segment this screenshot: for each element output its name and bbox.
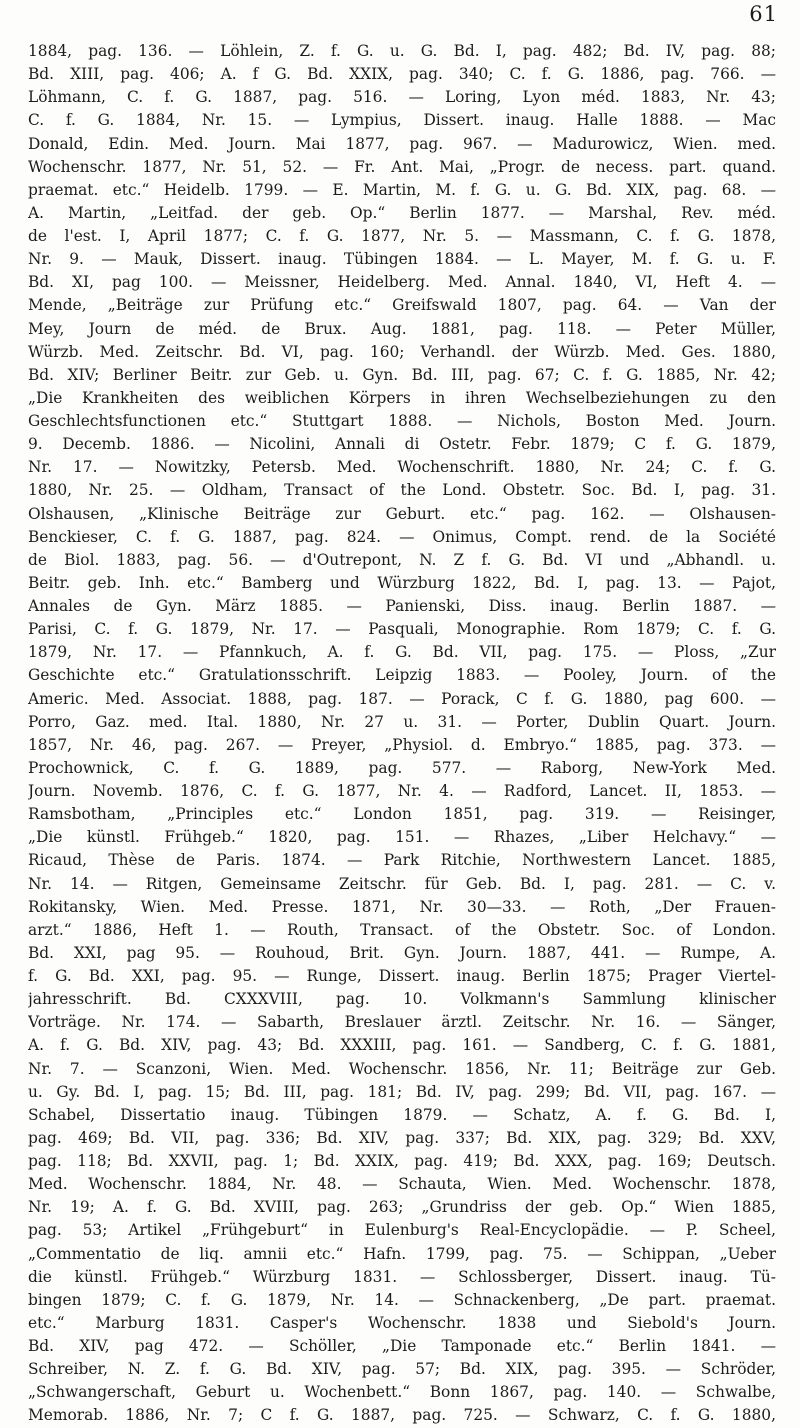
text-line: pag. 118; Bd. XXVII, pag. 1; Bd. XXIX, pag. 419; Bd. XXX, pag. 169; Deutsch. xyxy=(28,1152,776,1170)
text-line: Med. Wochenschr. 1884, Nr. 48. — Schauta, Wien. Med. Wochenschr. 1878, xyxy=(28,1175,776,1194)
text-line: Bd. XI, pag 100. — Meissner, Heidelberg. Med. Annal. 1840, VI, Heft 4. — xyxy=(28,273,776,292)
text-line: „Schwangerschaft, Geburt u. Wochenbett.“ Bonn 1867, pag. 140. — Schwalbe, xyxy=(28,1383,776,1402)
text-line: Mende, „Beiträge zur Prüfung etc.“ Greifswald 1807, pag. 64. — Van der xyxy=(28,296,776,315)
text-line: Americ. Med. Associat. 1888, pag. 187. — Porack, C f. G. 1880, pag 600. — xyxy=(28,689,776,708)
text-line: 1880, Nr. 25. — Oldham, Transact of the Lond. Obstetr. Soc. Bd. I, pag. 31. xyxy=(28,481,776,500)
bibliography-text xyxy=(28,40,776,1428)
text-line: 1857, Nr. 46, pag. 267. — Preyer, „Physiol. d. Embryo.“ 1885, pag. 373. — xyxy=(28,735,776,754)
text-line: Porro, Gaz. med. Ital. 1880, Nr. 27 u. 31. — Porter, Dublin Quart. Journ. xyxy=(28,712,776,731)
text-line: „Die Krankheiten des weiblichen Körpers in ihren Wechselbeziehungen zu den xyxy=(28,388,776,407)
text-line: C. f. G. 1884, Nr. 15. — Lympius, Dissert. inaug. Halle 1888. — Mac xyxy=(28,111,776,130)
text-line: Schabel, Dissertatio inaug. Tübingen 1879. — Schatz, A. f. G. Bd. I, xyxy=(28,1105,776,1124)
text-line: u. Gy. Bd. I, pag. 15; Bd. III, pag. 181; Bd. IV, pag. 299; Bd. VII, pag. 167. — xyxy=(28,1082,776,1101)
text-line: de l'est. I, April 1877; C. f. G. 1877, Nr. 5. — Massmann, C. f. G. 1878, xyxy=(28,227,776,245)
text-line: Nr. 17. — Nowitzky, Petersb. Med. Wochenschrift. 1880, Nr. 24; C. f. G. xyxy=(28,458,776,477)
text-line: „Die künstl. Frühgeb.“ 1820, pag. 151. — Rhazes, „Liber Helchavy.“ — xyxy=(28,828,776,847)
text-line: Ricaud, Thèse de Paris. 1874. — Park Ritchie, Northwestern Lancet. 1885, xyxy=(28,851,776,870)
text-line: praemat. etc.“ Heidelb. 1799. — E. Martin, M. f. G. u. G. Bd. XIX, pag. 68. — xyxy=(28,180,776,199)
text-line: Beitr. geb. Inh. etc.“ Bamberg und Würzburg 1822, Bd. I, pag. 13. — Pajot, xyxy=(28,573,776,592)
text-line: Olshausen, „Klinische Beiträge zur Geburt. etc.“ pag. 162. — Olshausen- xyxy=(28,504,776,523)
text-line: Bd. XIV, pag 472. — Schöller, „Die Tamponade etc.“ Berlin 1841. — xyxy=(28,1337,776,1355)
text-line: Mey, Journ de méd. de Brux. Aug. 1881, pag. 118. — Peter Müller, xyxy=(28,319,776,338)
text-line: Benckieser, C. f. G. 1887, pag. 824. — Onimus, Compt. rend. de la Société xyxy=(28,527,776,546)
text-line: Würzb. Med. Zeitschr. Bd. VI, pag. 160; Verhandl. der Würzb. Med. Ges. 1880, xyxy=(28,342,776,361)
text-line: pag. 53; Artikel „Frühgeburt“ in Eulenburg's Real-Encyclopädie. — P. Scheel, xyxy=(28,1221,776,1240)
text-line: Nr. 9. — Mauk, Dissert. inaug. Tübingen 1884. — L. Mayer, M. f. G. u. F. xyxy=(28,250,776,269)
text-line: Annales de Gyn. März 1885. — Panienski, Diss. inaug. Berlin 1887. — xyxy=(28,597,776,615)
text-line: „Commentatio de liq. amnii etc.“ Hafn. 1799, pag. 75. — Schippan, „Ueber xyxy=(28,1244,776,1263)
text-line: Nr. 7. — Scanzoni, Wien. Med. Wochenschr. 1856, Nr. 11; Beiträge zur Geb. xyxy=(28,1059,776,1078)
text-line: arzt.“ 1886, Heft 1. — Routh, Transact. of the Obstetr. Soc. of London. xyxy=(28,920,776,939)
text-line: Bd. XIII, pag. 406; A. f G. Bd. XXIX, pag. 340; C. f. G. 1886, pag. 766. — xyxy=(28,65,776,84)
text-line: de Biol. 1883, pag. 56. — d'Outrepont, N. Z f. G. Bd. VI und „Abhandl. u. xyxy=(28,550,776,569)
text-line: Donald, Edin. Med. Journ. Mai 1877, pag. 967. — Madurowicz, Wien. med. xyxy=(28,134,776,153)
text-line: Bd. XIV; Berliner Beitr. zur Geb. u. Gyn. Bd. III, pag. 67; C. f. G. 1885, Nr. 42; xyxy=(28,365,776,384)
text-line: Geschichte etc.“ Gratulationsschrift. Leipzig 1883. — Pooley, Journ. of the xyxy=(28,666,776,685)
text-line: Löhmann, C. f. G. 1887, pag. 516. — Loring, Lyon méd. 1883, Nr. 43; xyxy=(28,88,776,107)
text-line: Prochownick, C. f. G. 1889, pag. 577. — Raborg, New-York Med. xyxy=(28,758,776,777)
text-line: A. Martin, „Leitfad. der geb. Op.“ Berlin 1877. — Marshal, Rev. méd. xyxy=(28,203,776,222)
text-line: 1879, Nr. 17. — Pfannkuch, A. f. G. Bd. VII, pag. 175. — Ploss, „Zur xyxy=(28,643,776,662)
text-line: Parisi, C. f. G. 1879, Nr. 17. — Pasquali, Monographie. Rom 1879; C. f. G. xyxy=(28,620,776,639)
text-line: Nr. 19; A. f. G. Bd. XVIII, pag. 263; „Grundriss der geb. Op.“ Wien 1885, xyxy=(28,1198,776,1217)
text-line: Vorträge. Nr. 174. — Sabarth, Breslauer ärztl. Zeitschr. Nr. 16. — Sänger, xyxy=(28,1013,776,1032)
text-line: Memorab. 1886, Nr. 7; C f. G. 1887, pag. 725. — Schwarz, C. f. G. 1880, xyxy=(28,1406,776,1425)
text-line: Journ. Novemb. 1876, C. f. G. 1877, Nr. 4. — Radford, Lancet. II, 1853. — xyxy=(28,782,776,800)
text-line: Schreiber, N. Z. f. G. Bd. XIV, pag. 57; Bd. XIX, pag. 395. — Schröder, xyxy=(28,1360,776,1379)
page-number: 61 xyxy=(749,2,778,26)
text-line: pag. 469; Bd. VII, pag. 336; Bd. XIV, pag. 337; Bd. XIX, pag. 329; Bd. XXV, xyxy=(28,1128,776,1147)
text-line: 9. Decemb. 1886. — Nicolini, Annali di Ostetr. Febr. 1879; C f. G. 1879, xyxy=(28,435,776,454)
text-line: Bd. XXI, pag 95. — Rouhoud, Brit. Gyn. Journ. 1887, 441. — Rumpe, A. xyxy=(28,943,776,962)
text-line: Rokitansky, Wien. Med. Presse. 1871, Nr. 30—33. — Roth, „Der Frauen- xyxy=(28,897,776,916)
text-line: die künstl. Frühgeb.“ Würzburg 1831. — Schlossberger, Dissert. inaug. Tü- xyxy=(28,1267,776,1286)
text-line: etc.“ Marburg 1831. Casper's Wochenschr. 1838 und Siebold's Journ. xyxy=(28,1313,776,1332)
text-line: bingen 1879; C. f. G. 1879, Nr. 14. — Schnackenberg, „De part. praemat. xyxy=(28,1290,776,1309)
text-line: Geschlechtsfunctionen etc.“ Stuttgart 1888. — Nichols, Boston Med. Journ. xyxy=(28,412,776,430)
text-line: jahresschrift. Bd. CXXXVIII, pag. 10. Volkmann's Sammlung klinischer xyxy=(28,990,776,1009)
text-line: Wochenschr. 1877, Nr. 51, 52. — Fr. Ant. Mai, „Progr. de necess. part. quand. xyxy=(28,157,776,176)
text-line: Ramsbotham, „Principles etc.“ London 1851, pag. 319. — Reisinger, xyxy=(28,805,776,824)
text-line: f. G. Bd. XXI, pag. 95. — Runge, Dissert. inaug. Berlin 1875; Prager Viertel- xyxy=(28,967,776,985)
text-line: 1884, pag. 136. — Löhlein, Z. f. G. u. G. Bd. I, pag. 482; Bd. IV, pag. 88; xyxy=(28,42,776,60)
text-line: A. f. G. Bd. XIV, pag. 43; Bd. XXXIII, pag. 161. — Sandberg, C. f. G. 1881, xyxy=(28,1036,776,1055)
text-line: Nr. 14. — Ritgen, Gemeinsame Zeitschr. für Geb. Bd. I, pag. 281. — C. v. xyxy=(28,874,776,893)
